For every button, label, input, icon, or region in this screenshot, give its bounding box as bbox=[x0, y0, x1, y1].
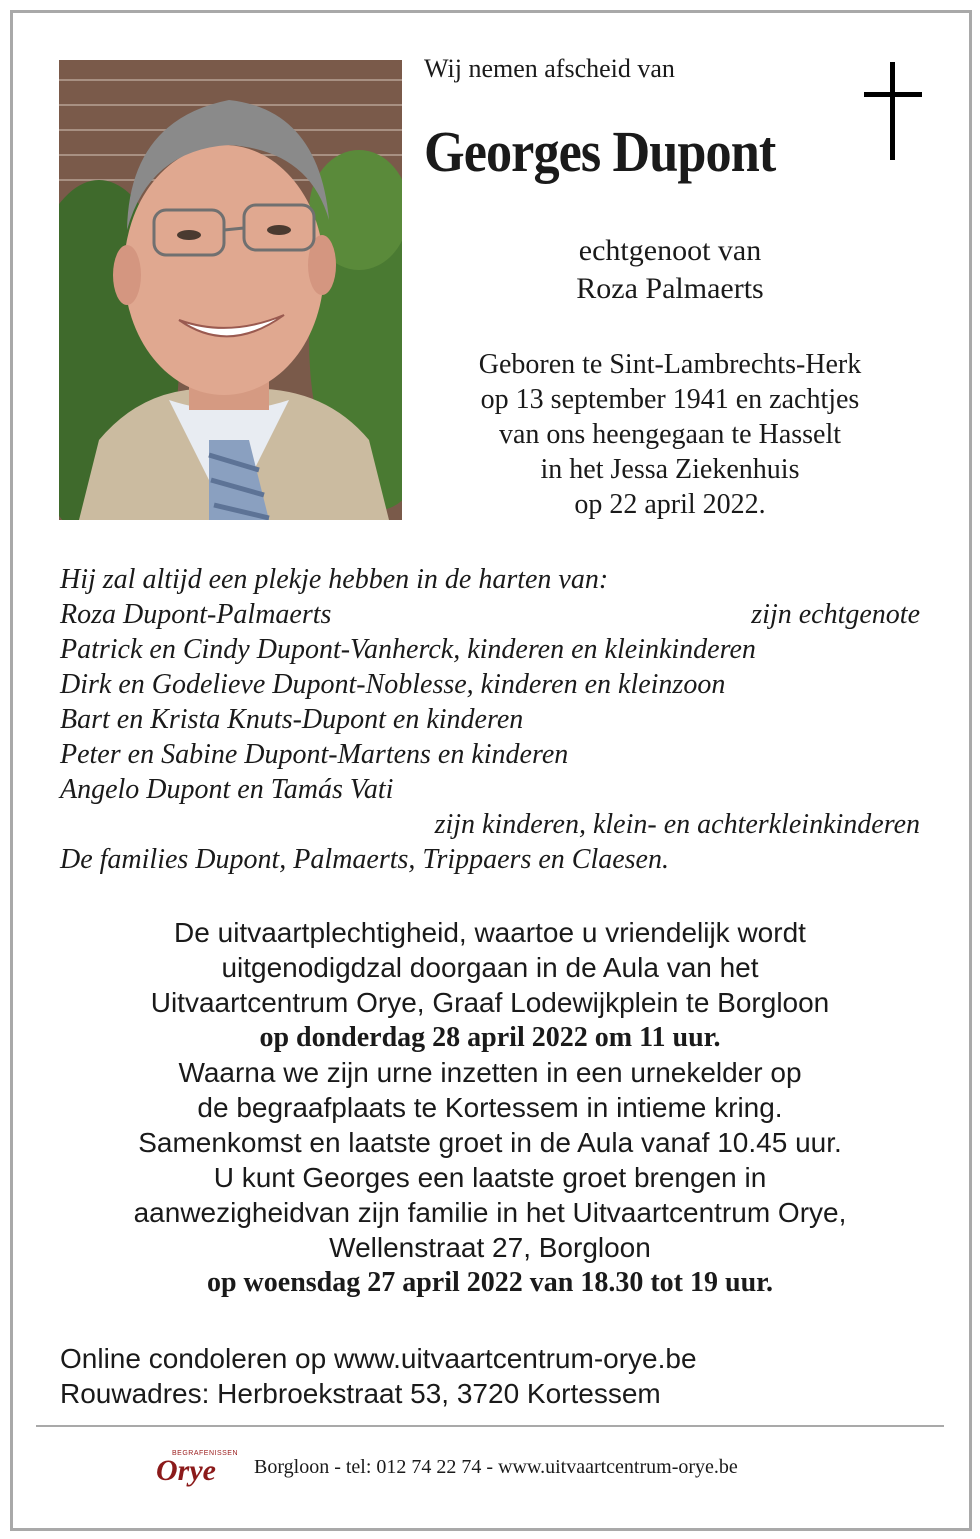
ceremony-line: De uitvaartplechtigheid, waartoe u vriendelijk wordt bbox=[174, 917, 806, 948]
family-spouse-row bbox=[60, 597, 930, 632]
cross-icon bbox=[864, 62, 922, 160]
ceremony-date: op donderdag 28 april 2022 om 11 uur. bbox=[259, 1022, 721, 1053]
family-spouse-name: Roza Dupont-Palmaerts bbox=[60, 599, 332, 630]
family-families: De families Dupont, Palmaerts, Trippaers en Claesen. bbox=[60, 844, 669, 875]
ceremony-line: uitgenodigdzal doorgaan in de Aula van het bbox=[221, 952, 759, 983]
family-member: Bart en Krista Knuts-Dupont en kinderen bbox=[60, 704, 524, 735]
portrait-photo bbox=[59, 60, 402, 520]
ceremony-block bbox=[40, 915, 940, 1300]
ceremony-line: Waarna we zijn urne inzetten in een urnekelder op bbox=[178, 1057, 802, 1088]
ceremony-line: aanwezigheidvan zijn familie in het Uitvaartcentrum Orye, bbox=[133, 1197, 847, 1228]
footer bbox=[150, 1450, 850, 1490]
online-condolences: Online condoleren op www.uitvaartcentrum-orye.be bbox=[60, 1343, 697, 1374]
family-block bbox=[60, 562, 930, 877]
birth-death-block bbox=[420, 347, 920, 522]
logo-wordmark: Orye bbox=[156, 1454, 216, 1487]
logo-subtitle: BEGRAFENISSEN bbox=[172, 1450, 239, 1457]
family-children-role-row bbox=[60, 807, 930, 842]
funeral-home-logo bbox=[150, 1450, 239, 1487]
birth-line: op 22 april 2022. bbox=[574, 489, 766, 520]
online-block bbox=[60, 1341, 697, 1411]
spouse-label: echtgenoot van bbox=[578, 234, 762, 267]
ceremony-line: Samenkomst en laatste groet in de Aula vanaf 10.45 uur. bbox=[138, 1127, 842, 1158]
family-member: Peter en Sabine Dupont-Martens en kinderen bbox=[60, 739, 569, 770]
intro-text: Wij nemen afscheid van bbox=[424, 54, 675, 83]
family-member: Dirk en Godelieve Dupont-Noblesse, kinderen en kleinzoon bbox=[60, 669, 726, 700]
family-member: Patrick en Cindy Dupont-Vanherck, kinderen en kleinkinderen bbox=[60, 634, 756, 665]
family-children-role: zijn kinderen, klein- en achterkleinkinderen bbox=[434, 809, 920, 840]
birth-line: van ons heengegaan te Hasselt bbox=[498, 419, 842, 450]
footer-contact: Borgloon - tel: 012 74 22 74 - www.uitvaartcentrum-orye.be bbox=[254, 1456, 738, 1478]
spouse-name: Roza Palmaerts bbox=[576, 272, 764, 305]
birth-line: in het Jessa Ziekenhuis bbox=[540, 454, 800, 485]
family-member: Angelo Dupont en Tamás Vati bbox=[60, 774, 394, 805]
deceased-name: Georges Dupont bbox=[424, 119, 776, 184]
birth-line: Geboren te Sint-Lambrechts-Herk bbox=[478, 349, 862, 380]
divider bbox=[36, 1425, 944, 1427]
ceremony-line: Wellenstraat 27, Borgloon bbox=[329, 1232, 651, 1263]
ceremony-line: U kunt Georges een laatste groet brengen in bbox=[213, 1162, 767, 1193]
mourning-address: Rouwadres: Herbroekstraat 53, 3720 Kortessem bbox=[60, 1378, 661, 1409]
birth-line: op 13 september 1941 en zachtjes bbox=[480, 384, 860, 415]
spouse-block bbox=[470, 232, 870, 308]
family-spouse-role: zijn echtgenote bbox=[751, 599, 920, 630]
ceremony-line: de begraafplaats te Kortessem in intieme kring. bbox=[197, 1092, 783, 1123]
visit-date: op woensdag 27 april 2022 van 18.30 tot 19 uur. bbox=[206, 1267, 774, 1298]
ceremony-line: Uitvaartcentrum Orye, Graaf Lodewijkplein te Borgloon bbox=[150, 987, 830, 1018]
family-heading: Hij zal altijd een plekje hebben in de harten van: bbox=[60, 564, 609, 595]
